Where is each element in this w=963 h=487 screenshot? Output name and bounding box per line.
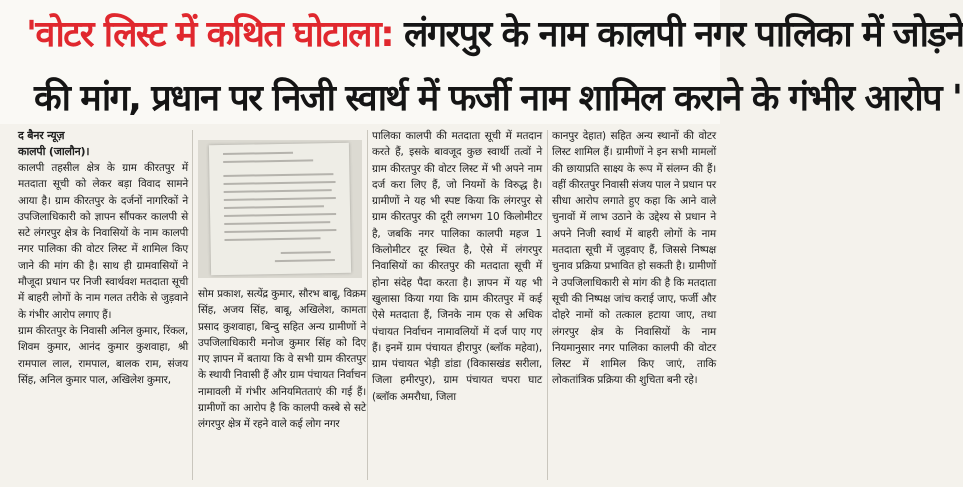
headline-line-2: की मांग, प्रधान पर निजी स्वार्थ में फर्जी नाम शामिल कराने के गंभीर आरोप '	[34, 78, 962, 119]
headline-block	[0, 0, 963, 124]
paragraph: कानपुर देहात) सहित अन्य स्थानों की वोटर लिस्ट शामिल हैं। ग्रामीणों ने इन सभी मामलों की छायाप्रति साक्ष्य के रूप में संलग्न की हैं।वहीं कीरतपुर निवासी संजय पाल ने प्रधान पर सीधा आरोप लगाते हुए कहा कि आने वाले चुनावों में लाभ उठाने के उद्देश्य से प्रधान ने अपने निजी स्वार्थ में बाहरी लोगों के नाम मतदाता सूची में जुड़वाए हैं, जिससे निष्पक्ष चुनाव प्रक्रिया प्रभावित हो सकती है। ग्रामीणों ने उपजिलाधिकारी से मांग की है कि मतदाता सूची की निष्पक्ष जांच कराई जाए, फर्जी और दोहरे नामों को तत्काल हटाया जाए, तथा लंगरपुर क्षेत्र के निवासियों के नाम नियमानुसार नगर पालिका कालपी की वोटर लिस्ट में शामिल किए जाएं, ताकि लोकतांत्रिक प्रक्रिया की शुचिता बनी रहे।	[552, 130, 716, 387]
paragraph: ग्राम कीरतपुर के निवासी अनिल कुमार, रिंकल, शिवम कुमार, आनंद कुमार कुशवाहा, श्री रामपाल लाल, रामपाल, बालक राम, संजय सिंह, अनिल कुमार पाल, अखिलेश कुमार,	[18, 324, 188, 386]
paragraph: कालपी तहसील क्षेत्र के ग्राम कीरतपुर में मतदाता सूची को लेकर बड़ा विवाद सामने आया है। ग्राम कीरतपुर के दर्जनों नागरिकों ने उपजिलाधिकारी को ज्ञापन सौंपकर कालपी से सटे लंगरपुर क्षेत्र के निवासियों के नाम कालपी नगर पालिका की वोटर लिस्ट में शामिल किए जाने की मांग की है। साथ ही ग्रामवासियों ने मौजूदा प्रधान पर निजी स्वार्थवश मतदाता सूची में बाहरी लोगों के नाम गलत तरीके से जुड़वाने के गंभीर आरोप लगाए हैं।	[18, 162, 188, 321]
headline-line-1	[26, 8, 963, 57]
paragraph: सोम प्रकाश, सत्येंद्र कुमार, सौरभ बाबू, विक्रम सिंह, अजय सिंह, बाबू, अखिलेश, कामता प्रसाद कुशवाहा, बिन्दु सहित अन्य ग्रामीणों ने उपजिलाधिकारी मनोज कुमार सिंह को दिए गए ज्ञापन में बताया कि वे सभी ग्राम कीरतपुर के स्थायी निवासी हैं और ग्राम पंचायत निर्वाचन नामावली में गंभीर अनियमितताएं की गई हैं। ग्रामीणों का आरोप है कि कालपी कस्बे से सटे लंगरपुर क्षेत्र में रहने वाले कई लोग नगर	[198, 288, 366, 431]
headline-red-part: 'वोटर लिस्ट में कथित घोटाला:	[26, 14, 394, 55]
column-divider	[547, 130, 548, 480]
article-column-4	[552, 128, 716, 389]
paragraph: पालिका कालपी की मतदाता सूची में मतदान करते हैं, इसके बावजूद कुछ स्वार्थी तत्वों ने ग्राम कीरतपुर की वोटर लिस्ट में भी अपने नाम दर्ज करा लिए हैं, जो नियमों के विरुद्ध है। ग्रामीणों ने यह भी स्पष्ट किया कि लंगरपुर से ग्राम कीरतपुर की दूरी लगभग 10 किलोमीटर है, जबकि नगर पालिका कालपी महज 1 किलोमीटर दूर स्थित है, ऐसे में लंगरपुर निवासियों का कीरतपुर की मतदाता सूची में होना संदेह पैदा करता है। ज्ञापन में यह भी खुलासा किया गया कि ग्राम कीरतपुर में कई ऐसे मतदाता हैं, जिनके नाम एक से अधिक पंचायत निर्वाचन नामावलियों में दर्ज पाए गए हैं। इनमें ग्राम पंचायत हीरापुर (ब्लॉक महेवा), ग्राम पंचायत भेड़ी डांडा (विकासखंड सरीला, जिला हमीरपुर), ग्राम पंचायत चपरा घाट (ब्लॉक अमरौधा, जिला	[372, 130, 542, 403]
headline-black-part: लंगरपुर के नाम कालपी नगर पालिका में जोड़ने	[404, 14, 963, 55]
article-column-2	[198, 286, 366, 433]
article-column-3	[372, 128, 542, 405]
memorandum-paper	[209, 143, 351, 275]
byline-place: कालपी (जालौन)।	[18, 145, 90, 158]
memorandum-photo	[198, 140, 362, 278]
column-divider	[367, 130, 368, 480]
column-divider	[192, 130, 193, 480]
byline-source: द बैनर न्यूज़	[18, 129, 65, 142]
article-column-1	[18, 128, 188, 388]
